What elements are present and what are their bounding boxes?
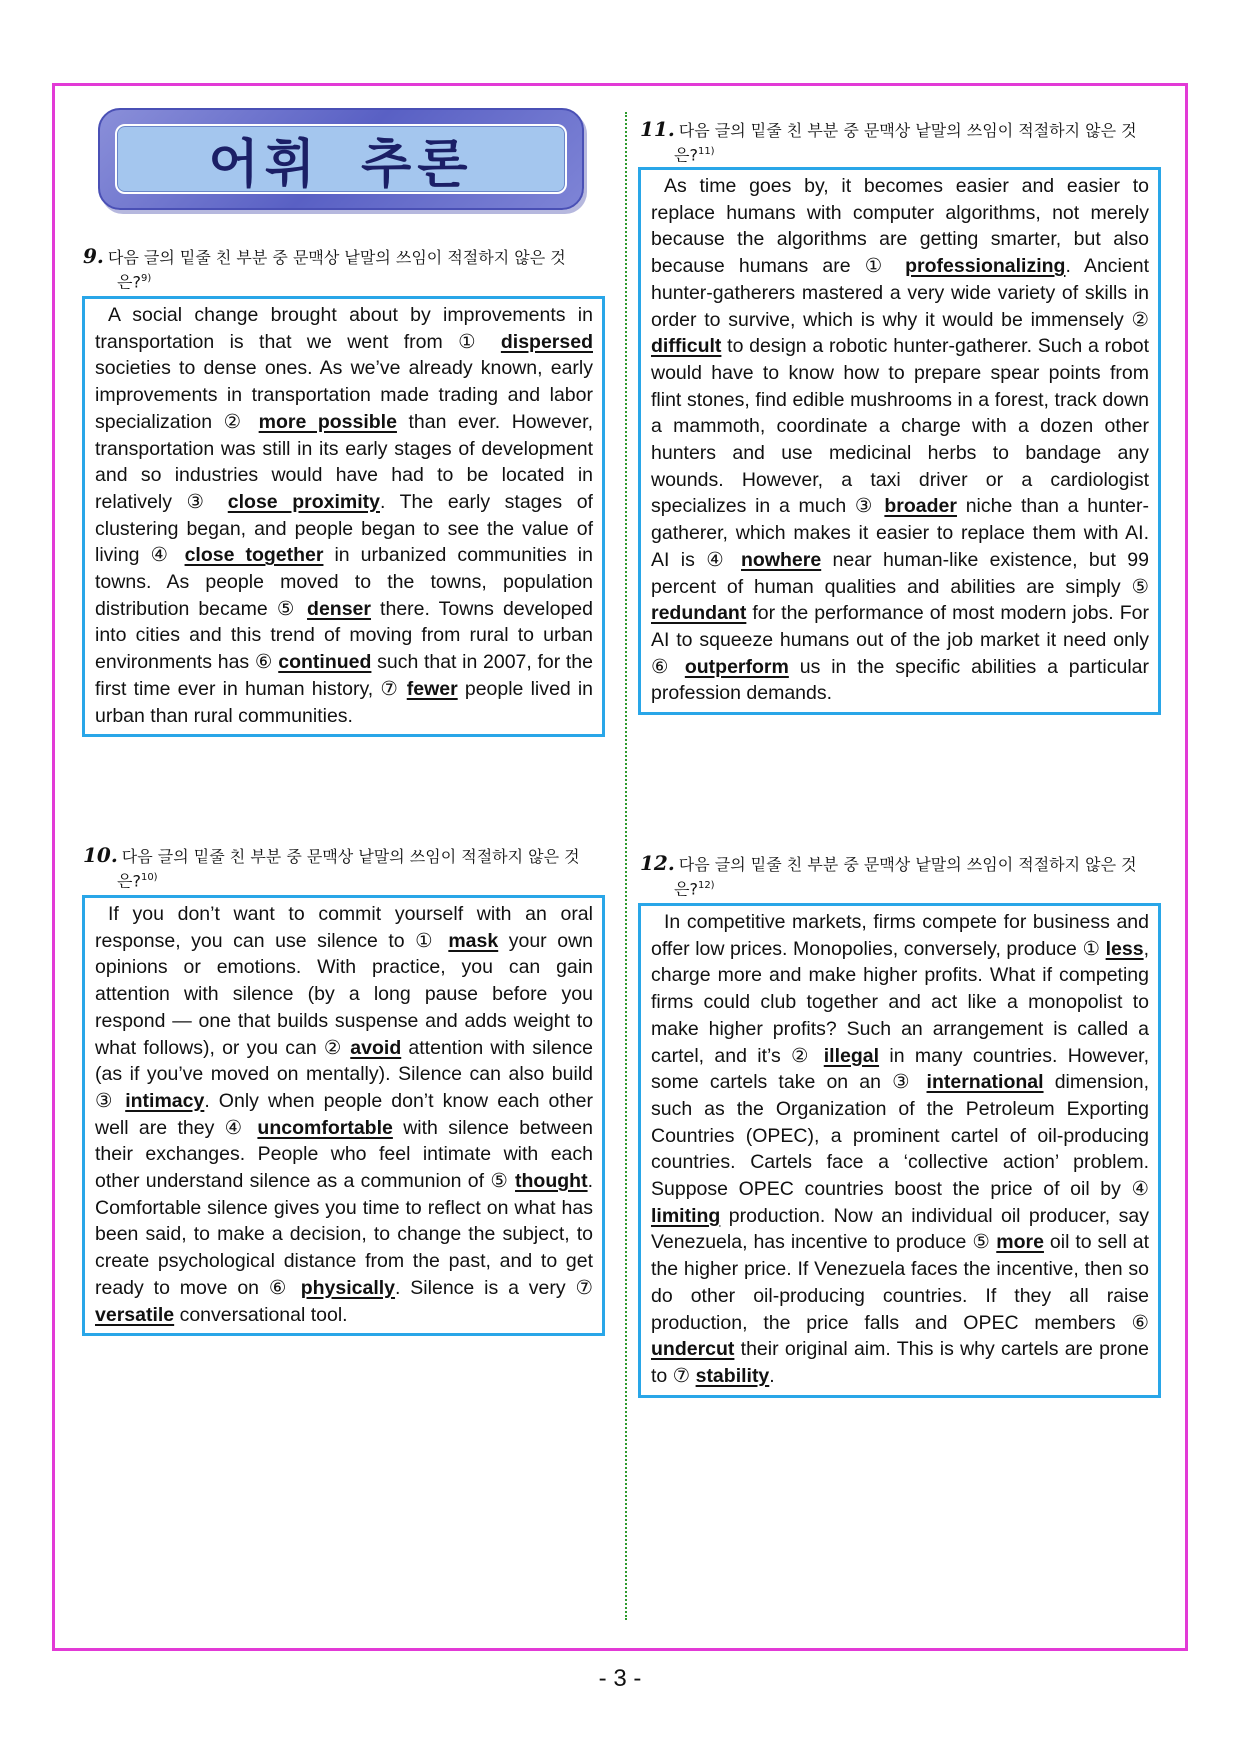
question-text: 다음 글의 밑줄 친 부분 중 문맥상 낱말의 쓰임이 적절하지 않은 것 — [121, 847, 580, 866]
question-11-prompt — [640, 119, 1160, 165]
passage-text: . Silence is a very ⑦ — [395, 1276, 593, 1299]
passage-text: attention with silence (as if you’ve moved on mentally). Silence can also build ③ — [95, 1036, 593, 1112]
passage-text: oil to sell at the higher price. If Venezuela faces the incentive, then so do other oil-producing countries. If they all raise production, the price falls and OPEC members ⑥ — [651, 1231, 1149, 1334]
question-text: 다음 글의 밑줄 친 부분 중 문맥상 낱말의 쓰임이 적절하지 않은 것 — [107, 248, 566, 267]
passage-box — [82, 895, 605, 1336]
passage-text: A social change brought about by improvements in transportation is that we went from ① — [95, 304, 593, 353]
underlined-word: versatile — [95, 1303, 175, 1326]
passage-text: to design a robotic hunter-gatherer. Such a robot would have to know how to prepare spear points from flint stones, find edible mushrooms in a forest, track down a mammoth, coordinate a charge with a dozen other hunters and use medicinal herbs to bandage any wounds. However, a taxi driver or a cardiologist specializes in a much ③ — [651, 335, 1149, 518]
passage-box — [82, 296, 605, 737]
passage-text: niche than a hunter-gatherer, which makes it easier to replace them with AI. AI is ④ — [651, 495, 1149, 571]
underlined-word: physically — [300, 1276, 396, 1299]
question-text-end: 은? — [117, 871, 141, 891]
underlined-word: stability — [695, 1364, 770, 1387]
underlined-word: limiting — [651, 1204, 721, 1227]
underlined-word: avoid — [350, 1036, 402, 1059]
question-text-end: 은? — [674, 145, 698, 165]
question-text: 다음 글의 밑줄 친 부분 중 문맥상 낱말의 쓰임이 적절하지 않은 것 — [678, 121, 1137, 140]
passage-box — [638, 903, 1161, 1398]
passage-text: . Comfortable silence gives you time to reflect on what has been said, to make a decision, to change the subject, to create psychological distance from the past, and to get ready to move on ⑥ — [95, 1170, 593, 1299]
passage-text: . Only when people don’t know each other well are they ④ — [95, 1089, 593, 1139]
passage-text: conversational tool. — [174, 1303, 348, 1326]
underlined-word: international — [926, 1071, 1044, 1094]
underlined-word: denser — [307, 597, 371, 620]
underlined-word: dispersed — [500, 330, 593, 353]
page-number: - 3 - — [598, 1665, 642, 1692]
underlined-word: nowhere — [741, 548, 822, 571]
passage-text: with silence between their exchanges. People who feel intimate with each other understand silence as a communion of ⑤ — [95, 1116, 593, 1193]
underlined-word: uncomfortable — [257, 1116, 393, 1139]
passage-text: If you don’t want to commit yourself with an oral response, you can use silence to ① — [95, 903, 593, 952]
underlined-word: broader — [884, 495, 957, 518]
passage-text: for the performance of most modern jobs. For AI to squeeze humans out of the job market it need only ⑥ — [651, 602, 1149, 678]
passage-text: in many countries. However, some cartels take on an ③ — [651, 1044, 1149, 1094]
underlined-word: close together — [184, 544, 324, 567]
column-divider — [625, 112, 627, 1620]
passage-text: In competitive markets, firms compete for business and offer low prices. Monopolies, conversely, produce ① — [651, 911, 1149, 960]
question-9-prompt — [83, 246, 603, 292]
underlined-word: difficult — [651, 335, 722, 358]
question-text: 다음 글의 밑줄 친 부분 중 문맥상 낱말의 쓰임이 적절하지 않은 것 — [678, 855, 1137, 874]
underlined-word: fewer — [406, 677, 458, 700]
underlined-word: close proximity — [227, 490, 380, 513]
question-10-prompt — [83, 845, 603, 891]
footnote-ref: 11) — [697, 146, 715, 157]
footnote-ref: 12) — [697, 880, 715, 891]
passage-text: their original aim. This is why cartels are prone to ⑦ — [651, 1338, 1149, 1387]
passage-text: such that in 2007, for the first time ever in human history, ⑦ — [95, 651, 594, 700]
question-text-end: 은? — [117, 272, 141, 292]
question-12-prompt — [640, 853, 1160, 899]
underlined-word: outperform — [684, 655, 789, 678]
question-number: 12. — [640, 851, 675, 875]
question-number: 11. — [640, 117, 675, 141]
underlined-word: less — [1105, 937, 1144, 960]
footnote-ref: 10) — [140, 872, 158, 883]
section-title: 어휘 추론 — [208, 134, 474, 195]
passage-text: As time goes by, it becomes easier and easier to replace humans with computer algorithms, not merely because the algorithms are getting smarter, but also because humans are ① — [651, 175, 1149, 278]
question-text-end: 은? — [674, 879, 698, 899]
passage-text: . — [769, 1364, 775, 1387]
passage-text: production. Now an individual oil producer, say Venezuela, has incentive to produce ⑤ — [651, 1204, 1149, 1254]
passage-box — [638, 167, 1161, 715]
passage-text: societies to dense ones. As we’ve already known, early improvements in transportation made trading and labor specialization ② — [95, 357, 593, 433]
passage-text: near human-like existence, but 99 percent of human qualities and abilities are simply ⑤ — [651, 548, 1149, 598]
underlined-word: continued — [278, 651, 372, 674]
passage-text: than ever. However, transportation was still in its early stages of development and so industries would have had to be located in relatively ③ — [95, 410, 593, 513]
question-number: 9. — [83, 244, 104, 268]
underlined-word: redundant — [651, 602, 747, 625]
underlined-word: more possible — [258, 410, 397, 433]
question-number: 10. — [83, 843, 118, 867]
underlined-word: illegal — [823, 1044, 880, 1067]
footnote-ref: 9) — [140, 273, 152, 284]
passage-text: there. Towns developed into cities and this trend of moving from rural to urban environments has ⑥ — [95, 597, 593, 674]
underlined-word: more — [996, 1231, 1044, 1254]
underlined-word: professionalizing — [905, 255, 1066, 278]
passage-text: people lived in urban than rural communities. — [95, 677, 594, 727]
underlined-word: intimacy — [125, 1089, 205, 1112]
passage-text: in urbanized communities in towns. As people moved to the towns, population distribution became ⑤ — [95, 544, 593, 620]
section-title-banner — [98, 108, 584, 210]
passage-text: us in the specific abilities a particular profession demands. — [651, 655, 1150, 705]
underlined-word: mask — [448, 929, 499, 952]
passage-text: , charge more and make higher profits. What if competing firms could club together and act like a monopolist to make higher profits? Such an arrangement is called a cartel, and it’s ② — [651, 937, 1149, 1067]
underlined-word: thought — [515, 1170, 588, 1193]
underlined-word: undercut — [651, 1338, 735, 1361]
passage-text: . The early stages of clustering began, and people began to see the value of living ④ — [95, 490, 593, 567]
passage-text: dimension, such as the Organization of the Petroleum Exporting Countries (OPEC), a prominent cartel of oil-producing countries. Cartels face a ‘collective action’ problem. Suppose OPEC countries boost the price of oil by ④ — [651, 1071, 1150, 1201]
passage-text: . Ancient hunter-gatherers mastered a very wide variety of skills in order to survive, which is why it would be immensely ② — [651, 255, 1149, 331]
passage-text: your own opinions or emotions. With practice, you can gain attention with silence (by a long pause before you respond — one that builds suspense and adds weight to what follows), or you can ② — [95, 929, 593, 1059]
section-title-inner — [115, 124, 567, 194]
